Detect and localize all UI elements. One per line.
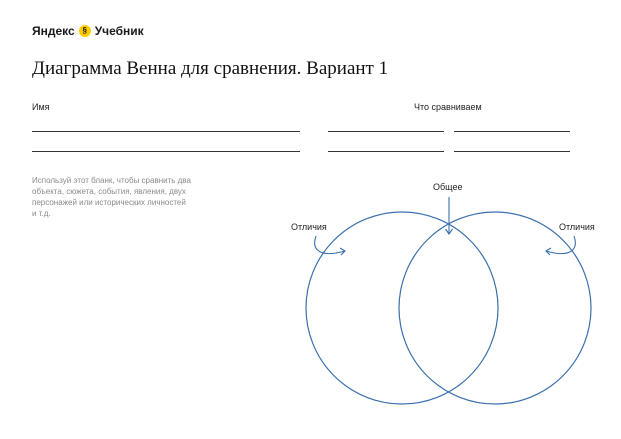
page-title: Диаграмма Венна для сравнения. Вариант 1 — [32, 58, 389, 79]
instruction-text: Используй этот бланк, чтобы сравнить два объекта, сюжета, события, явления, двух персонажей или исторических личностей и т.д. — [32, 176, 191, 218]
venn-circle-right[interactable] — [399, 212, 591, 404]
name-label: Имя — [32, 102, 50, 112]
brand-name-right: Учебник — [94, 24, 144, 38]
right-difference-arrow-icon — [546, 236, 575, 255]
left-difference-label: Отличия — [291, 222, 327, 232]
compare-label: Что сравниваем — [414, 102, 482, 112]
coin-icon: § — [79, 25, 91, 37]
right-difference-label: Отличия — [559, 222, 595, 232]
common-label: Общее — [433, 182, 463, 192]
common-arrow-icon — [446, 197, 453, 234]
brand-name-left: Яндекс — [32, 24, 75, 38]
venn-circle-left[interactable] — [306, 212, 498, 404]
